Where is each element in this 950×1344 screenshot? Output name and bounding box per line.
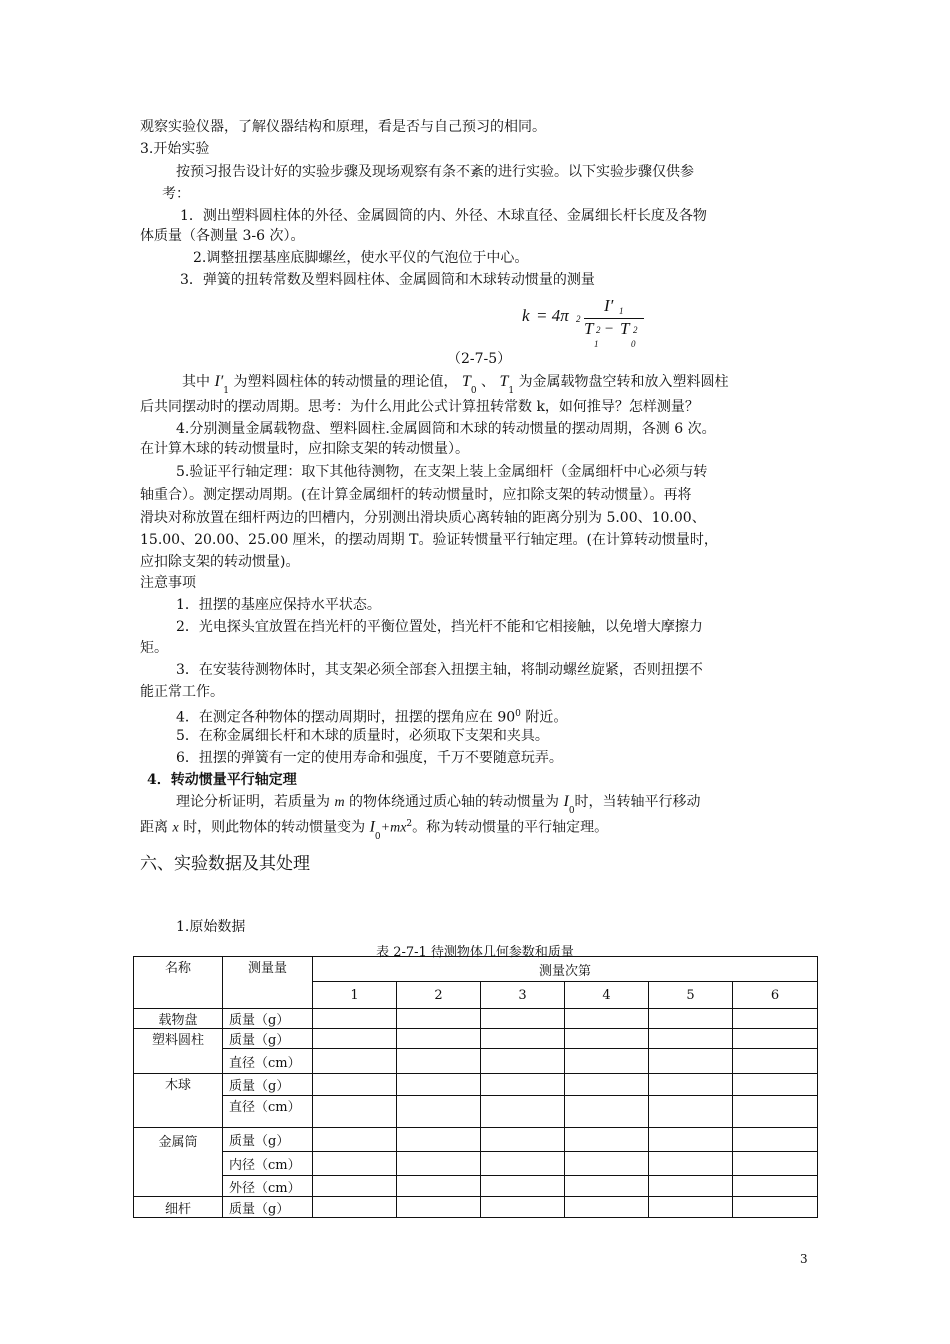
text-line: 体质量（各测量 3-6 次）。 — [140, 228, 305, 244]
table-caption: 表 2-7-1 待测物体几何参数和质量 — [376, 945, 574, 960]
equation-number: （2-7-5） — [447, 351, 512, 367]
text-line: 在计算木球的转动惯量时，应扣除支架的转动惯量）。 — [140, 441, 469, 457]
note-5: 5．在称金属细长杆和木球的质量时，必须取下支架和夹具。 — [176, 728, 549, 744]
trial-number: 5 — [649, 982, 733, 1009]
header-name: 名称 — [134, 957, 223, 1009]
text-line: 轴重合）。测定摆动周期。(在计算金属细杆的转动惯量时，应扣除支架的转动惯量）。再将 — [140, 487, 692, 503]
formula-numerator: I′ — [604, 296, 614, 315]
object-name: 金属筒 — [134, 1128, 223, 1197]
subsection-title: 1.原始数据 — [176, 919, 246, 935]
text-line: 其中 $I'_1$ 为塑料圆柱体的转动惯量的理论值， $T_0$ 、 $T_1$ 为金属载物盘空转和放入塑料圆柱 — [182, 373, 729, 396]
formula-T0: T — [620, 319, 630, 338]
formula-T1-sq: 2 — [596, 325, 601, 335]
text-line: 矩。 — [140, 640, 168, 656]
quantity-label: 直径（cm） — [223, 1096, 313, 1128]
note-6: 6．扭摆的弹簧有一定的使用寿命和强度，千万不要随意玩弄。 — [176, 750, 563, 766]
formula-T0-sq: 2 — [633, 325, 638, 335]
text-line: 15.00、20.00、25.00 厘米，的摆动周期 T。验证转惯量平行轴定理。(在计算转动惯量时， — [140, 532, 718, 548]
quantity-label: 质量（g） — [223, 1074, 313, 1096]
object-name: 塑料圆柱 — [134, 1029, 223, 1074]
object-name: 木球 — [134, 1074, 223, 1128]
trial-number: 6 — [733, 982, 818, 1009]
text-line: 理论分析证明，若质量为 m 的物体绕通过质心轴的转动惯量为 $I_0$时，当转轴平行移动 — [176, 793, 701, 816]
note-4: 4．在测定各种物体的摆动周期时，扭摆的摆角应在 $90^0$ 附近。 — [176, 709, 568, 726]
note-2: 2．光电探头宜放置在挡光杆的平衡位置处，挡光杆不能和它相接触，以免增大摩擦力 — [176, 619, 703, 635]
quantity-label: 外径（cm） — [223, 1176, 313, 1197]
note-1: 1．扭摆的基座应保持水平状态。 — [176, 597, 381, 613]
object-name: 载物盘 — [134, 1009, 223, 1029]
step-4: 4.分别测量金属载物盘、塑料圆柱.金属圆筒和木球的转动惯量的摆动周期，各测 6 次。 — [176, 421, 716, 437]
quantity-label: 质量（g） — [223, 1029, 313, 1049]
section-title: 六、实验数据及其处理 — [140, 854, 310, 874]
section-heading-start: 3.开始实验 — [140, 141, 210, 157]
formula-equals: = 4π — [536, 306, 569, 325]
notes-heading: 注意事项 — [140, 575, 196, 591]
formula-T1-sub: 1 — [594, 339, 599, 349]
trial-number: 4 — [565, 982, 649, 1009]
text-line: 按预习报告设计好的实验步骤及现场观察有条不紊的进行实验。以下实验步骤仅供参 — [176, 164, 694, 180]
formula-lhs: k — [522, 306, 530, 325]
step-5: 5.验证平行轴定理：取下其他待测物，在支架上装上金属细杆（金属细杆中心必须与转 — [176, 464, 708, 480]
formula-num-sub: 1 — [619, 306, 624, 316]
formula-T1: T — [584, 319, 594, 338]
quantity-label: 质量（g） — [223, 1009, 313, 1029]
object-name: 细杆 — [134, 1197, 223, 1218]
header-quantity: 测量量 — [223, 957, 313, 1009]
step-2: 2.调整扭摆基座底脚螺丝，使水平仪的气泡位于中心。 — [193, 250, 529, 266]
formula-pow: 2 — [576, 314, 581, 324]
text-line: 应扣除支架的转动惯量)。 — [140, 554, 300, 570]
text-line: 后共同摆动时的摆动周期。思考：为什么用此公式计算扭转常数 k，如何推导？怎样测量？ — [140, 399, 699, 415]
page-number: 3 — [800, 1252, 808, 1266]
trial-number: 3 — [481, 982, 565, 1009]
step-1: 1．测出塑料圆柱体的外径、金属圆筒的内、外径、木球直径、金属细长杆长度及各物 — [180, 208, 707, 224]
quantity-label: 质量（g） — [223, 1197, 313, 1218]
data-table — [133, 956, 818, 1218]
quantity-label: 质量（g） — [223, 1128, 313, 1152]
text-line: 考： — [162, 186, 190, 202]
trial-number: 1 — [313, 982, 397, 1009]
trial-number: 2 — [397, 982, 481, 1009]
formula-T0-sub: 0 — [631, 339, 636, 349]
step-3: 3．弹簧的扭转常数及塑料圆柱体、金属圆筒和木球转动惯量的测量 — [180, 272, 595, 288]
header-times: 测量次第 — [313, 957, 818, 982]
formula-minus: − — [604, 321, 615, 337]
text-line: 能正常工作。 — [140, 684, 224, 700]
text-line: 观察实验仪器，了解仪器结构和原理，看是否与自己预习的相同。 — [140, 119, 546, 135]
quantity-label: 直径（cm） — [223, 1049, 313, 1074]
quantity-label: 内径（cm） — [223, 1152, 313, 1176]
section-heading-parallel-axis: 4．转动惯量平行轴定理 — [147, 772, 297, 788]
note-3: 3．在安装待测物体时，其支架必须全部套入扭摆主轴，将制动螺丝旋紧，否则扭摆不 — [176, 662, 703, 678]
text-line: 距离 x 时，则此物体的转动惯量变为 $I_0+mx^2$。称为转动惯量的平行轴定理。 — [140, 818, 609, 842]
text-line: 滑块对称放置在细杆两边的凹槽内，分别测出滑块质心离转轴的距离分别为 5.00、10.00、 — [140, 510, 706, 526]
